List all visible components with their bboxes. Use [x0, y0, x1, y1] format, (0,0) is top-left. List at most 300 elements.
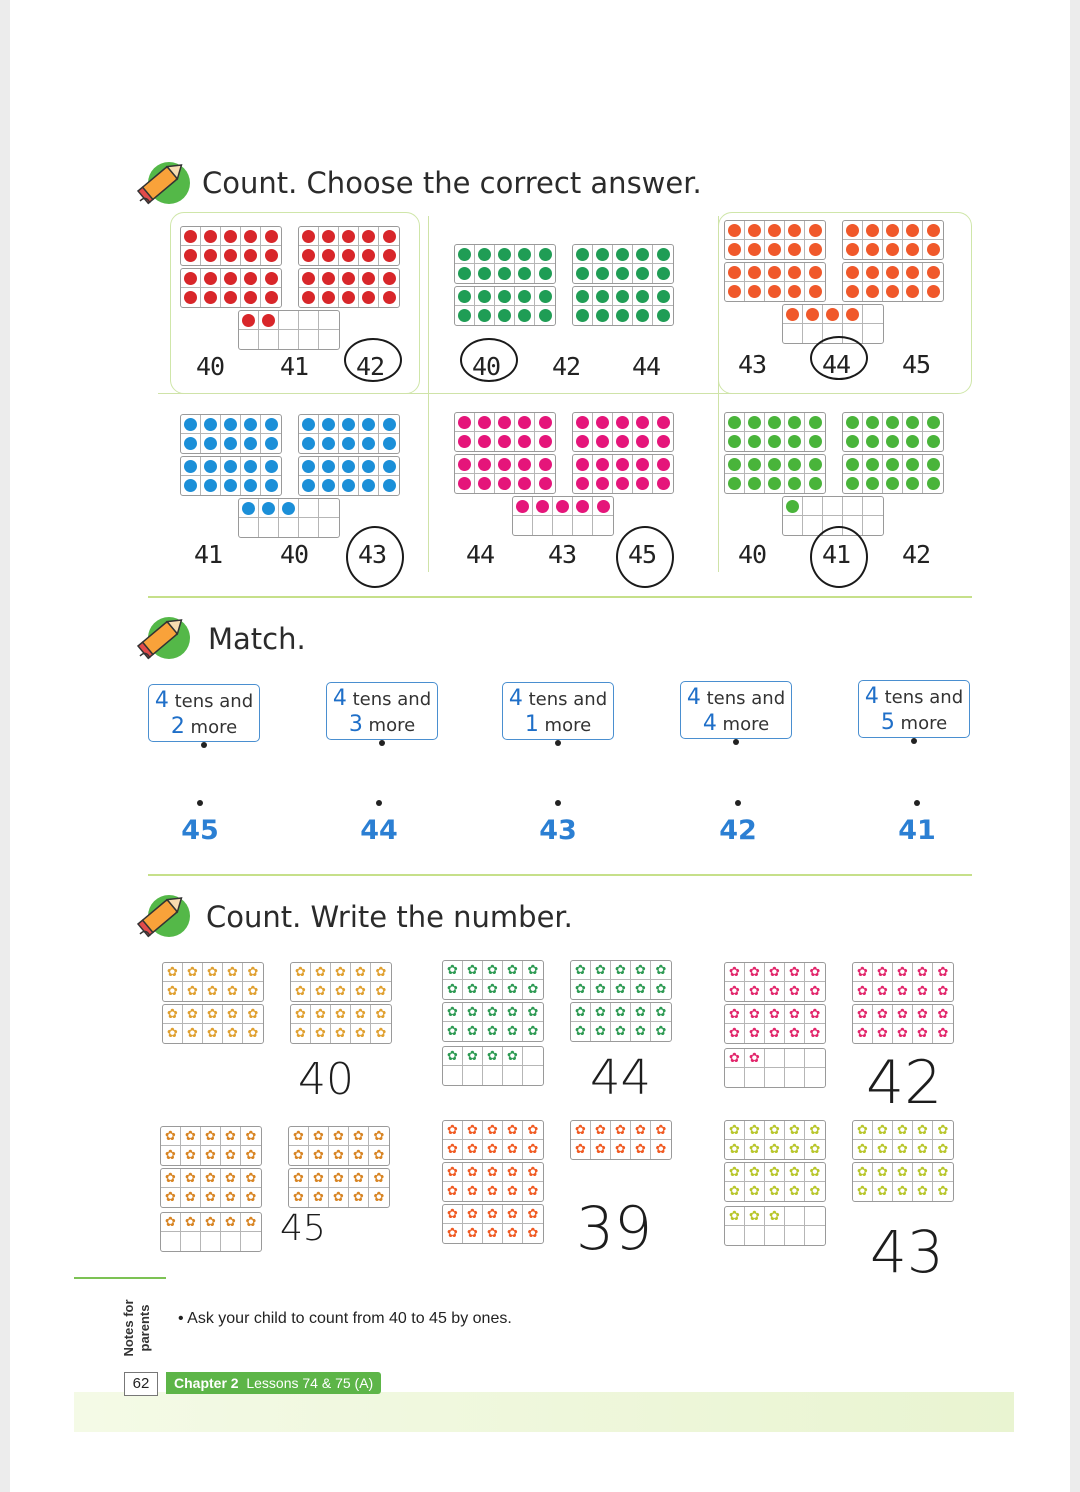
flower-icon: ✿ [295, 1006, 306, 1022]
flower-icon: ✿ [207, 984, 218, 999]
flower-icon: ✿ [467, 982, 478, 997]
counter-dot [539, 435, 552, 448]
written-answer[interactable]: 39 [576, 1194, 653, 1264]
counter-dot [728, 477, 741, 490]
flower-icon: ✿ [877, 1122, 888, 1138]
pencil-icon [136, 610, 192, 666]
flower-icon: ✿ [313, 1170, 324, 1186]
ten-frame-group [442, 1162, 544, 1202]
ten-frame-cell [483, 1022, 503, 1041]
answer-option[interactable]: 44 [822, 350, 851, 379]
counter-dot [244, 249, 257, 262]
match-dot-bottom[interactable] [735, 800, 741, 806]
ten-frame [442, 1162, 544, 1202]
answer-option[interactable]: 41 [280, 352, 309, 381]
ten-frame-cell [725, 963, 745, 982]
match-box-line2 [327, 712, 437, 738]
ten-frame-cell [633, 245, 653, 264]
counter-dot [383, 249, 396, 262]
counter-dot [478, 309, 491, 322]
flower-icon: ✿ [295, 964, 306, 980]
ten-frame-cell [181, 1169, 201, 1188]
answer-option[interactable]: 42 [356, 352, 385, 381]
counter-dot [728, 285, 741, 298]
counter-dot [788, 435, 801, 448]
match-number: 43 [539, 815, 577, 846]
ten-frame-cell [803, 305, 823, 324]
ones-digit: 1 [524, 712, 539, 737]
ten-frame-cell [765, 1005, 785, 1024]
counter-dot [768, 266, 781, 279]
ten-frame-cell [495, 413, 515, 432]
match-dot-bottom[interactable] [914, 800, 920, 806]
ten-frame-cell [359, 457, 379, 476]
answer-option[interactable]: 40 [196, 352, 225, 381]
answer-option[interactable]: 41 [194, 540, 223, 569]
flower-icon: ✿ [595, 1004, 606, 1020]
ten-frame-cell [765, 1024, 785, 1043]
ten-frame-cell [443, 1140, 463, 1159]
flower-icon: ✿ [857, 1026, 868, 1041]
match-dot-top[interactable] [911, 738, 917, 744]
flower-icon: ✿ [789, 1142, 800, 1157]
match-box[interactable] [502, 682, 614, 740]
ten-frame-cell [359, 246, 379, 265]
counter-dot [786, 500, 799, 513]
ten-frame-cell [765, 455, 785, 474]
ten-frame-cell [319, 415, 339, 434]
ten-frame-cell [571, 1022, 591, 1041]
flower-icon: ✿ [575, 1004, 586, 1020]
ten-frame-cell [765, 1207, 785, 1226]
ten-frame-cell [221, 415, 241, 434]
counter-dot [458, 248, 471, 261]
ten-frame-cell [181, 288, 201, 307]
counter-dot [768, 224, 781, 237]
counter-dot [576, 458, 589, 471]
ten-frame-cell [913, 963, 933, 982]
ten-frame-cell [299, 311, 319, 330]
ten-frame-cell [339, 476, 359, 495]
ten-frame-cell [443, 1121, 463, 1140]
ten-frame-cell [863, 516, 883, 535]
ten-frame-cell [379, 269, 399, 288]
ten-frame-cell [805, 1182, 825, 1201]
match-dot-bottom[interactable] [197, 800, 203, 806]
ten-frame-cell [843, 474, 863, 493]
flower-icon: ✿ [917, 984, 928, 999]
ten-frame-cell [593, 516, 613, 535]
flower-icon: ✿ [595, 962, 606, 978]
ten-frame-cell [221, 1232, 241, 1251]
ten-frame-cell [359, 227, 379, 246]
ten-frame-cell [201, 457, 221, 476]
counter-dot [616, 416, 629, 429]
answer-circle [460, 338, 518, 382]
counter-dot [846, 266, 859, 279]
ten-frame-cell [853, 1163, 873, 1182]
ten-frame-cell [289, 1169, 309, 1188]
counter-dot [518, 267, 531, 280]
match-box-line1 [859, 684, 969, 710]
flower-icon: ✿ [353, 1128, 364, 1144]
flower-icon: ✿ [335, 1026, 346, 1041]
counter-dot [302, 230, 315, 243]
ten-frame [442, 960, 544, 1000]
flower-icon: ✿ [335, 1006, 346, 1022]
ten-frame-cell [843, 432, 863, 451]
ten-frame-group [160, 1168, 262, 1208]
flower-icon: ✿ [487, 1004, 498, 1020]
counter-dot [184, 479, 197, 492]
ten-frame-cell [495, 474, 515, 493]
flower-icon: ✿ [205, 1128, 216, 1144]
match-box[interactable] [680, 681, 792, 739]
ten-frame-cell [443, 1182, 463, 1201]
match-dot-bottom[interactable] [376, 800, 382, 806]
counter-dot [302, 418, 315, 431]
counter-dot [636, 267, 649, 280]
ten-frame [290, 1004, 392, 1044]
flower-icon: ✿ [165, 1128, 176, 1144]
flower-icon: ✿ [355, 1006, 366, 1022]
flower-icon: ✿ [205, 1170, 216, 1186]
ten-frame-cell [745, 263, 765, 282]
counter-dot [224, 479, 237, 492]
counter-dot [596, 477, 609, 490]
ten-frame-cell [785, 982, 805, 1001]
flower-icon: ✿ [333, 1128, 344, 1144]
ten-frame-cell [725, 240, 745, 259]
ten-frame-group [852, 1120, 954, 1160]
flower-icon: ✿ [749, 1184, 760, 1199]
ten-frame-cell [745, 1226, 765, 1245]
ten-frame-cell [259, 311, 279, 330]
flower-icon: ✿ [335, 984, 346, 999]
flower-icon: ✿ [187, 984, 198, 999]
flower-icon: ✿ [575, 982, 586, 997]
written-answer[interactable]: 40 [298, 1054, 354, 1105]
match-dot-top[interactable] [555, 740, 561, 746]
counter-dot [302, 437, 315, 450]
ten-frame-cell [221, 269, 241, 288]
ten-frame-cell [573, 245, 593, 264]
match-box-line2 [149, 714, 259, 740]
ten-frame-cell [379, 434, 399, 453]
counter-dot [262, 502, 275, 515]
ten-frame-cell [161, 1146, 181, 1165]
flower-icon: ✿ [227, 984, 238, 999]
answer-option[interactable]: 43 [358, 540, 387, 569]
counter-dot [728, 458, 741, 471]
ten-frame-group [288, 1168, 390, 1208]
flower-icon: ✿ [207, 1026, 218, 1041]
ten-frame-cell [279, 311, 299, 330]
ten-frame-cell [553, 516, 573, 535]
counter-dot [616, 267, 629, 280]
ten-frame [162, 1004, 264, 1044]
counter-dot [322, 437, 335, 450]
ten-frame-group [572, 244, 674, 284]
ten-frame-cell [359, 288, 379, 307]
ten-frame-group [238, 310, 340, 350]
ten-frame-cell [745, 1163, 765, 1182]
ten-frame-group [298, 456, 400, 496]
answer-option[interactable]: 40 [280, 540, 309, 569]
answer-option[interactable]: 43 [548, 540, 577, 569]
counter-dot [886, 224, 899, 237]
flower-icon: ✿ [487, 1184, 498, 1199]
flower-icon: ✿ [353, 1170, 364, 1186]
ten-frame-cell [261, 269, 281, 288]
ten-frame-cell [183, 963, 203, 982]
ten-frame [238, 498, 340, 538]
ten-frame-cell [933, 1121, 953, 1140]
flower-icon: ✿ [809, 1026, 821, 1041]
counter-dot [322, 249, 335, 262]
ten-frame-cell [745, 1068, 765, 1087]
counter-dot [596, 416, 609, 429]
ten-frame-cell [163, 963, 183, 982]
counter-dot [362, 460, 375, 473]
match-box[interactable] [858, 680, 970, 738]
flower-icon: ✿ [205, 1190, 216, 1205]
counter-dot [927, 458, 940, 471]
counter-dot [539, 309, 552, 322]
flower-icon: ✿ [789, 964, 800, 980]
ten-frame-cell [785, 1207, 805, 1226]
ten-frame-cell [725, 982, 745, 1001]
ten-frame-cell [455, 455, 475, 474]
ten-frame-cell [913, 982, 933, 1001]
ten-frame-group [724, 1120, 826, 1160]
flower-icon: ✿ [857, 1122, 868, 1138]
ten-frame-cell [201, 1213, 221, 1232]
ten-frame-cell [221, 457, 241, 476]
ten-frame-cell [725, 474, 745, 493]
ten-frame-cell [933, 1163, 953, 1182]
section-divider [148, 596, 972, 598]
counter-dot [322, 418, 335, 431]
ten-frame-cell [289, 1127, 309, 1146]
ten-frame-cell [181, 1127, 201, 1146]
counter-dot [576, 309, 589, 322]
flower-icon: ✿ [595, 1142, 606, 1157]
written-answer[interactable]: 45 [280, 1208, 326, 1249]
ten-frame-cell [331, 982, 351, 1001]
flower-icon: ✿ [507, 1184, 518, 1199]
counter-dot [788, 224, 801, 237]
flower-icon: ✿ [809, 984, 821, 999]
flower-icon: ✿ [615, 982, 626, 997]
ten-frame-cell [591, 961, 611, 980]
counter-dot [262, 314, 275, 327]
ten-frame-cell [633, 264, 653, 283]
ten-frame-cell [475, 432, 495, 451]
counter-dot [536, 500, 549, 513]
flower-icon: ✿ [615, 962, 626, 978]
ten-frame-cell [805, 455, 825, 474]
flower-icon: ✿ [467, 1122, 478, 1138]
ten-frame-group [842, 412, 944, 452]
ten-frame-group [442, 1120, 544, 1160]
ten-frame-cell [633, 287, 653, 306]
flower-icon: ✿ [857, 984, 868, 999]
ten-frame-cell [913, 1121, 933, 1140]
flower-icon: ✿ [769, 1208, 780, 1224]
flower-icon: ✿ [467, 962, 478, 978]
ten-frame-cell [339, 415, 359, 434]
ten-frame-cell [903, 221, 923, 240]
counter-dot [597, 500, 610, 513]
flower-icon: ✿ [917, 1026, 928, 1041]
ten-frame-cell [591, 1022, 611, 1041]
ten-frame-cell [359, 269, 379, 288]
ten-frame-cell [339, 457, 359, 476]
ten-frame-cell [455, 413, 475, 432]
counter-dot [886, 435, 899, 448]
flower-icon: ✿ [165, 1148, 176, 1163]
ten-frame-cell [319, 311, 339, 330]
written-answer[interactable]: 43 [870, 1218, 944, 1286]
ten-frame-cell [319, 330, 339, 349]
ten-frame-cell [653, 287, 673, 306]
counter-dot [539, 290, 552, 303]
ten-frame-group [842, 220, 944, 260]
ten-frame-cell [371, 963, 391, 982]
ten-frame-cell [613, 245, 633, 264]
ten-frame-cell [745, 282, 765, 301]
ten-frame-cell [533, 497, 553, 516]
match-dot-bottom[interactable] [555, 800, 561, 806]
ten-frame [160, 1126, 262, 1166]
ten-frame-cell [883, 413, 903, 432]
ten-frame-cell [241, 1213, 261, 1232]
answer-option[interactable]: 45 [902, 350, 931, 379]
answer-option[interactable]: 40 [738, 540, 767, 569]
ones-text: more [368, 715, 416, 736]
ten-frame-cell [805, 413, 825, 432]
counter-dot [362, 437, 375, 450]
flower-icon: ✿ [245, 1190, 257, 1205]
flower-icon: ✿ [635, 1004, 646, 1020]
grid-divider [428, 216, 429, 572]
match-dot-top[interactable] [733, 739, 739, 745]
ten-frame-cell [299, 434, 319, 453]
ten-frame-cell [633, 432, 653, 451]
ten-frame-cell [203, 982, 223, 1001]
flower-icon: ✿ [225, 1148, 236, 1163]
answer-option[interactable]: 42 [552, 352, 581, 381]
flower-icon: ✿ [187, 1006, 198, 1022]
flower-icon: ✿ [355, 984, 366, 999]
ten-frame-cell [745, 240, 765, 259]
flower-icon: ✿ [809, 1122, 821, 1138]
match-dot-top[interactable] [201, 742, 207, 748]
ten-frame-cell [591, 1140, 611, 1159]
counter-dot [866, 266, 879, 279]
ten-frame-cell [765, 413, 785, 432]
ten-frame-cell [573, 413, 593, 432]
answer-option[interactable]: 42 [902, 540, 931, 569]
ten-frame-cell [319, 246, 339, 265]
ten-frame-cell [593, 474, 613, 493]
counter-dot [616, 435, 629, 448]
ten-frame-cell [873, 963, 893, 982]
ten-frame-cell [319, 434, 339, 453]
counter-dot [362, 479, 375, 492]
ones-text: more [900, 713, 948, 734]
ten-frame-cell [201, 1127, 221, 1146]
match-dot-top[interactable] [379, 740, 385, 746]
ten-frame-cell [243, 963, 263, 982]
ten-frame-cell [893, 1005, 913, 1024]
ten-frame-cell [515, 264, 535, 283]
counter-dot [342, 418, 355, 431]
written-answer[interactable]: 44 [590, 1050, 652, 1106]
written-answer[interactable]: 42 [866, 1048, 943, 1118]
answer-option[interactable]: 41 [822, 540, 851, 569]
counter-dot [362, 230, 375, 243]
match-box[interactable] [326, 682, 438, 740]
ten-frame-cell [611, 1022, 631, 1041]
flower-icon: ✿ [373, 1128, 385, 1144]
answer-option[interactable]: 43 [738, 350, 767, 379]
match-box[interactable] [148, 684, 260, 742]
ten-frame-cell [805, 1068, 825, 1087]
ten-frame-group [512, 496, 614, 536]
counter-dot [636, 290, 649, 303]
ten-frame-group [298, 226, 400, 266]
ten-frame-cell [201, 227, 221, 246]
ten-frame-cell [329, 1146, 349, 1165]
answer-option[interactable]: 44 [632, 352, 661, 381]
flower-icon: ✿ [749, 1164, 760, 1180]
answer-option[interactable]: 45 [628, 540, 657, 569]
ten-frame-cell [653, 474, 673, 493]
flower-icon: ✿ [245, 1148, 257, 1163]
counter-dot [906, 224, 919, 237]
ten-frame-cell [463, 1163, 483, 1182]
ten-frame-cell [725, 1140, 745, 1159]
flower-icon: ✿ [447, 1048, 458, 1064]
ten-frame-cell [893, 1140, 913, 1159]
ten-frame-cell [523, 1022, 543, 1041]
counter-dot [576, 500, 589, 513]
ten-frame-cell [785, 1024, 805, 1043]
counter-dot [498, 248, 511, 261]
flower-icon: ✿ [185, 1128, 196, 1144]
flower-icon: ✿ [167, 984, 178, 999]
ten-frame-cell [745, 221, 765, 240]
answer-option[interactable]: 44 [466, 540, 495, 569]
ten-frame-cell [515, 474, 535, 493]
ten-frame-cell [299, 269, 319, 288]
counter-dot [478, 416, 491, 429]
ten-frame-cell [291, 982, 311, 1001]
ten-frame [160, 1212, 262, 1252]
counter-dot [636, 248, 649, 261]
ten-frame-cell [351, 963, 371, 982]
ten-frame-cell [843, 413, 863, 432]
flower-icon: ✿ [655, 1142, 667, 1157]
answer-option[interactable]: 40 [472, 352, 501, 381]
ten-frame-group [162, 1004, 264, 1044]
ten-frame-cell [203, 963, 223, 982]
ten-frame-group [454, 244, 556, 284]
ten-frame-group [290, 962, 392, 1002]
flower-icon: ✿ [789, 1184, 800, 1199]
